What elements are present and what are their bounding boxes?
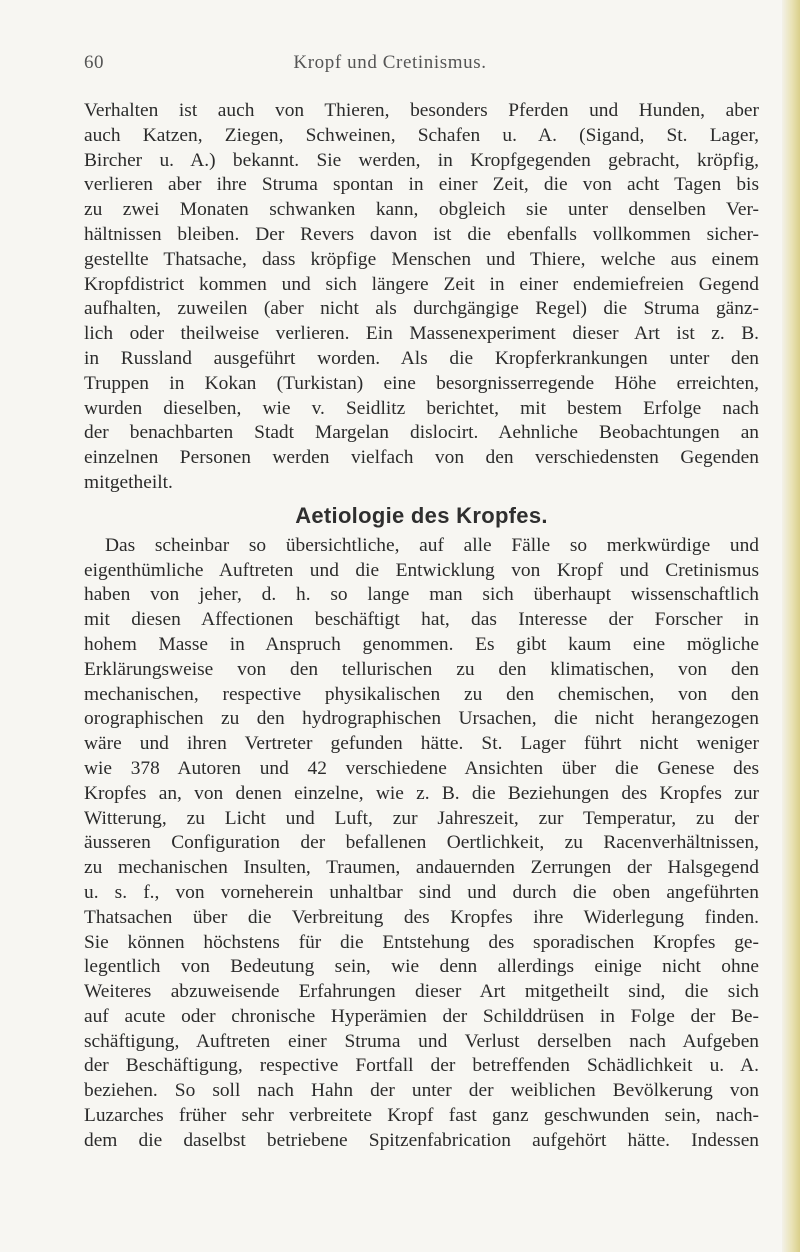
text-line: wäre und ihren Vertreter gefunden hätte. St. Lager führt nicht weniger [84,733,759,755]
text-line: auf acute oder chronische Hyperämien der Schilddrüsen in Folge der Be- [84,1005,759,1027]
running-title: Kropf und Cretinismus. [293,52,487,73]
text-line: einzelnen Personen werden vielfach von den verschiedensten Gegenden [84,447,759,469]
running-head [0,52,800,82]
text-line: Erklärungsweise von den tellurischen zu den klimatischen, von den [84,658,759,680]
text-line: eigenthümliche Auftreten und die Entwicklung von Kropf und Cretinismus [84,559,759,581]
text-line: Kropfdistrict kommen und sich längere Zeit in einer endemiefreien Gegend [84,273,759,295]
text-line: orographischen zu den hydrographischen Ursachen, die nicht herangezogen [84,708,759,730]
text-line: äusseren Configuration der befallenen Oertlichkeit, zu Racenverhältnissen, [84,832,759,854]
text-line: mechanischen, respective physikalischen zu den chemischen, von den [84,683,759,705]
text-line: Verhalten ist auch von Thieren, besonders Pferden und Hunden, aber [84,100,759,121]
text-line: u. s. f., von vorneherein unhaltbar sind und durch die oben angeführten [84,881,759,903]
text-line: der Beschäftigung, respective Fortfall der betreffenden Schädlichkeit u. A. [84,1055,759,1077]
text-line: aufhalten, zuweilen (aber nicht als durchgängige Regel) die Struma gänz- [84,298,759,320]
text-line: gestellte Thatsache, dass kröpfige Menschen und Thiere, welche aus einem [84,248,759,270]
text-line: mitgetheilt. [84,471,173,493]
section-heading: Aetiologie des Kropfes. [295,502,548,528]
text-line: Sie können höchstens für die Entstehung des sporadischen Kropfes ge- [84,931,759,953]
text-line: Kropfes an, von denen einzelne, wie z. B. die Beziehungen des Kropfes zur [84,782,759,804]
text-line: hohem Masse in Anspruch genommen. Es gibt kaum eine mögliche [84,633,759,655]
text-line: wurden dieselben, wie v. Seidlitz berichtet, mit bestem Erfolge nach [84,397,759,419]
text-line: Bircher u. A.) bekannt. Sie werden, in Kropfgegenden gebracht, kröpfig, [84,149,759,171]
text-line: auch Katzen, Ziegen, Schweinen, Schafen u. A. (Sigand, St. Lager, [84,124,759,146]
text-line: der benachbarten Stadt Margelan dislocirt. Aehnliche Beobachtungen an [84,422,759,444]
text-line: haben von jeher, d. h. so lange man sich überhaupt wissenschaftlich [84,584,759,606]
text-line: zu mechanischen Insulten, Traumen, andauernden Zerrungen der Halsgegend [84,857,759,879]
text-line: wie 378 Autoren und 42 verschiedene Ansichten über die Genese des [84,757,759,779]
text-line: in Russland ausgeführt worden. Als die Kropferkrankungen unter den [84,347,759,369]
text-line: legentlich von Bedeutung sein, wie denn allerdings einige nicht ohne [84,956,759,978]
text-line: hältnissen bleiben. Der Revers davon ist die ebenfalls vollkommen sicher- [84,223,759,245]
text-line: beziehen. So soll nach Hahn der unter der weiblichen Bevölkerung von [84,1080,759,1102]
page-edge [782,0,800,1252]
page-number: 60 [84,52,104,73]
text-line: Das scheinbar so übersichtliche, auf alle Fälle so merkwürdige und [105,534,759,556]
text-line: dem die daselbst betriebene Spitzenfabrication aufgehört hätte. Indessen [84,1129,759,1151]
text-line: lich oder theilweise verlieren. Ein Massenexperiment dieser Art ist z. B. [84,323,759,345]
text-line: verlieren aber ihre Struma spontan in einer Zeit, die von acht Tagen bis [84,174,759,196]
text-line: zu zwei Monaten schwanken kann, obgleich sie unter denselben Ver- [84,199,759,221]
text-block [84,99,759,1154]
text-line: Truppen in Kokan (Turkistan) eine besorgnisserregende Höhe erreichten, [84,372,759,394]
text-line: mit diesen Affectionen beschäftigt hat, das Interesse der Forscher in [84,609,759,631]
text-line: Witterung, zu Licht und Luft, zur Jahreszeit, zur Temperatur, zu der [84,807,759,829]
text-line: Luzarches früher sehr verbreitete Kropf fast ganz geschwunden sein, nach- [84,1105,759,1127]
paragraph-1 [84,99,759,496]
paragraph-2 [84,534,759,1154]
text-line: Thatsachen über die Verbreitung des Kropfes ihre Widerlegung finden. [84,906,759,928]
text-line: Weiteres abzuweisende Erfahrungen dieser Art mitgetheilt sind, die sich [84,981,759,1003]
text-line: schäftigung, Auftreten einer Struma und Verlust derselben nach Aufgeben [84,1030,759,1052]
